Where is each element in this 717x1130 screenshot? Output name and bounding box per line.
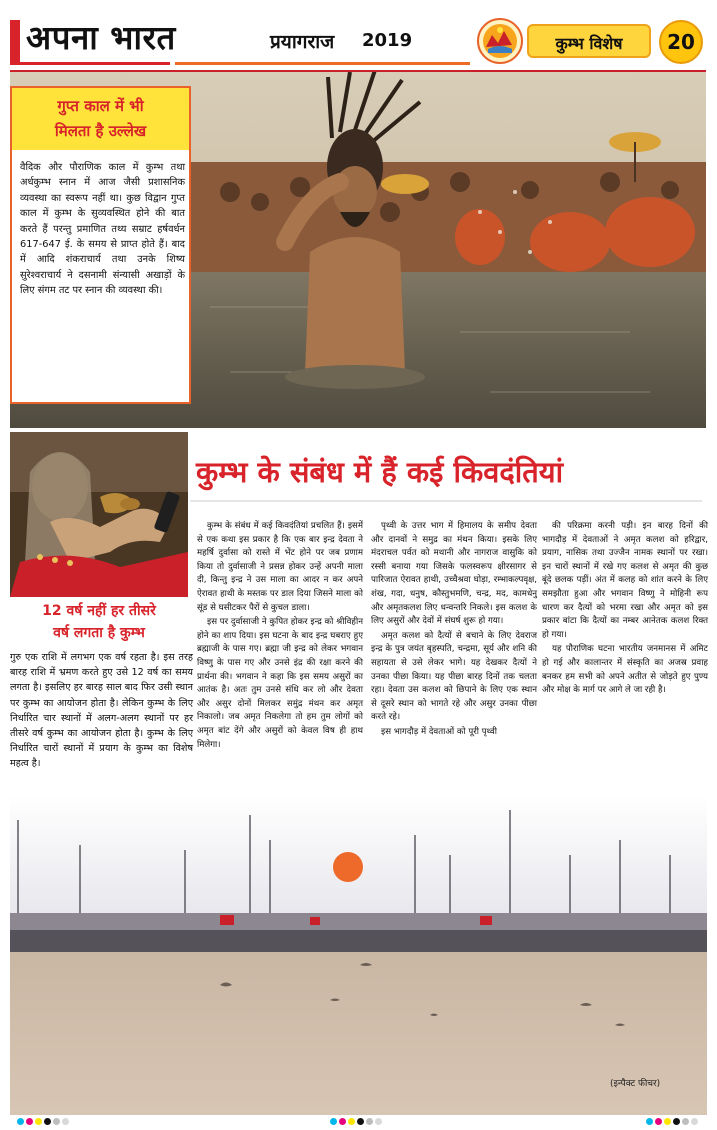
registration-dot	[357, 1118, 364, 1125]
registration-dot	[655, 1118, 662, 1125]
sangam-sunrise-photo	[10, 795, 707, 1115]
article-column-2	[371, 520, 537, 741]
registration-dot	[53, 1118, 60, 1125]
registration-dot	[664, 1118, 671, 1125]
registration-dot	[691, 1118, 698, 1125]
sidebar-body: वैदिक और पौराणिक काल में कुम्भ तथा अर्धकुम्भ स्नान में आज जैसी प्रशासनिक व्यवस्था का स्वरूप नहीं था। कुछ विद्वान गुप्त काल में कुम्भ के सुव्यवस्थित होने की बात करते हैं परन्तु प्रमाणित तथ्य सम्राट हर्षवर्धन 617-647 ई. के समय से प्राप्त होते हैं। बाद में आदि शंकराचार्य तथा उनके शिष्य सुरेश्वराचार्य ने दसनामी संन्यासी अखाड़ों के लिए संगम तट पर स्नान की व्यवस्था की।	[20, 162, 185, 297]
sidebar-box	[10, 86, 191, 404]
kumbh-logo-icon	[476, 17, 524, 65]
article-column-3	[542, 520, 708, 699]
registration-dot	[366, 1118, 373, 1125]
box2-title-line2: वर्ष लगता है कुम्भ	[53, 625, 145, 641]
article-paragraph: यह पौराणिक घटना भारतीय जनमानस में अमिट हो गई और कालान्तर में संस्कृति का अजस्र प्रवाह बनकर हम सभी को अपने अतीत से जोड़ते हुए पुण्य और मोक्ष के मार्ग पर आगे ले जा रही है।	[542, 644, 708, 696]
registration-dot	[339, 1118, 346, 1125]
photo-credit: (इन्पैक्ट फीचर)	[610, 1079, 661, 1089]
page-number: 20	[667, 30, 695, 54]
registration-marks	[17, 1118, 69, 1127]
article-column-1	[197, 520, 363, 753]
registration-dot	[62, 1118, 69, 1125]
article-paragraph: इस पर दुर्वासाजी ने कुपित होकर इन्द्र को श्रीविहीन होने का शाप दिया। इस घटना के बाद इन्द्र घबराए हुए ब्रह्माजी के पास गए। ब्रह्मा जी इन्द्र को लेकर भगवान विष्णु के पास गए और उनसे इंद्र की रक्षा करने की प्रार्थना की। भगवान ने कहा कि इस समय असुरों का आतंक है। अतः तुम उनसे संधि कर लो और देवता और असुर दोनों मिलकर समुंद्र मंथन कर अमृत निकालो। जब अमृत निकलेगा तो हम तुम लोगों को अमृत बांट देंगे और असुरों को केवल विष ही हाथ मिलेगा।	[197, 617, 363, 750]
article-paragraph: की परिक्रमा करनी पड़ी। इन बारह दिनों की भागदौड़ में देवताओं ने अमृत कलश को हरिद्वार, प्रयाग, नासिक तथा उज्जैन नामक स्थानों पर रखा। इन चारों स्थानों में रखे गए कलश से अमृत की कुछ बूंदे छलक पड़ीं। अंत में कलह को शांत करने के लिए समझौता हुआ और भगवान विष्णु ने मोहिनी रूप धारण कर दैत्यों को भरमा रखा और अमृत को इस प्रकार बांटा कि दैत्यों का नम्बर आनेतक कलश रिक्त हो गया।	[542, 521, 708, 640]
article-headline: कुम्भ के संबंध में हैं कई किवदंतियां	[196, 455, 564, 489]
registration-dot	[673, 1118, 680, 1125]
sidebar-heading	[12, 88, 189, 150]
section-label: कुम्भ विशेष	[555, 34, 623, 53]
article-paragraph: इस भागदौड़ में देवताओं को पूरी पृथ्वी	[381, 726, 497, 737]
registration-marks	[646, 1118, 698, 1127]
box2-body: गुरु एक राशि में लगभग एक वर्ष रहता है। इस तरह बारह राशि में भ्रमण करते हुए उसे 12 वर्ष का समय लगता है। इसलिए हर बारह साल बाद फिर उसी स्थान पर कुम्भ का आयोजन होता है। लेकिन कुम्भ के लिए निर्धारित चार स्थानों में अलग-अलग स्थानों पर हर तीसरे वर्ष कुम्भ का आयोजन होता है। कुम्भ के लिए निर्धारित चारों स्थानों में प्रयाग के कुम्भ का विशेष महत्व है।	[10, 652, 193, 770]
headline-divider	[190, 500, 702, 502]
header-accent-bar	[10, 20, 20, 62]
registration-dot	[17, 1118, 24, 1125]
naga-sadhu-photo	[10, 432, 188, 597]
registration-dot	[682, 1118, 689, 1125]
header-rule	[10, 62, 170, 65]
registration-dot	[35, 1118, 42, 1125]
box2-title	[10, 599, 188, 645]
registration-dot	[348, 1118, 355, 1125]
registration-dot	[330, 1118, 337, 1125]
registration-dot	[646, 1118, 653, 1125]
sidebar-heading-line2: मिलता है उल्लेख	[54, 122, 147, 140]
sidebar-heading-line1: गुप्त काल में भी	[57, 97, 144, 115]
article-paragraph: अमृत कलश को दैत्यों से बचाने के लिए देवराज इन्द्र के पुत्र जयंत बृहस्पति, चन्द्रमा, सूर्य और शनि की सहायता से उसे लेकर भागे। यह देखकर दैत्यों ने उनका पीछा किया। यह पीछा बारह दिनों तक चलता रहा। देवता उस कलश को छिपाने के लिए एक स्थान से दूसरे स्थान को भागते रहे और असुर उनका पीछा करते रहे।	[371, 630, 537, 723]
page-header	[0, 0, 717, 66]
section-label-box	[527, 24, 651, 58]
page-number-badge	[659, 20, 703, 64]
header-city: प्रयागराज	[270, 31, 335, 53]
registration-dot	[26, 1118, 33, 1125]
header-year: 2019	[362, 30, 413, 51]
article-paragraph: कुम्भ के संबंध में कई किवदंतियां प्रचलित हैं। इसमें से एक कथा इस प्रकार है कि एक बार इन्द्र देवता ने महर्षि दुर्वासा को रास्ते में भेंट होने पर जब प्रणाम किया तो दुर्वासाजी ने प्रसन्न होकर उन्हें अपनी माला दी, किन्तु इन्द्र ने उस माला का आदर न कर अपने ऐरावत हाथी के मस्तक पर डाल दिया जिसने माला को सूंड से घसीटकर पैरों से कुचल डाला।	[197, 521, 363, 613]
box2-title-line1: 12 वर्ष नहीं हर तीसरे	[42, 603, 156, 619]
registration-dot	[44, 1118, 51, 1125]
newspaper-brand: अपना भारत	[26, 18, 176, 57]
registration-dot	[375, 1118, 382, 1125]
header-rule	[175, 62, 470, 65]
article-paragraph: पृथ्वी के उत्तर भाग में हिमालय के समीप देवता और दानवों ने समुद्र का मंथन किया। इसके लिए मंदराचल पर्वत को मथानी और नागराज वासुकि को रस्सी बनाया गया जिसके फलस्वरूप क्षीरसागर से पारिजात ऐरावत हाथी, उच्चैश्रवा घोड़ा, रम्भाकल्पवृक्ष, शंख, गदा, धनुष, कौस्तुभमणि, चन्द्र, मद, कामधेनु और अमृतकलश लिए धन्वन्तरि निकले। इस कलश के लिए असुरों और देवों में संघर्ष शुरू हो गया।	[371, 521, 537, 627]
registration-marks	[330, 1118, 382, 1127]
